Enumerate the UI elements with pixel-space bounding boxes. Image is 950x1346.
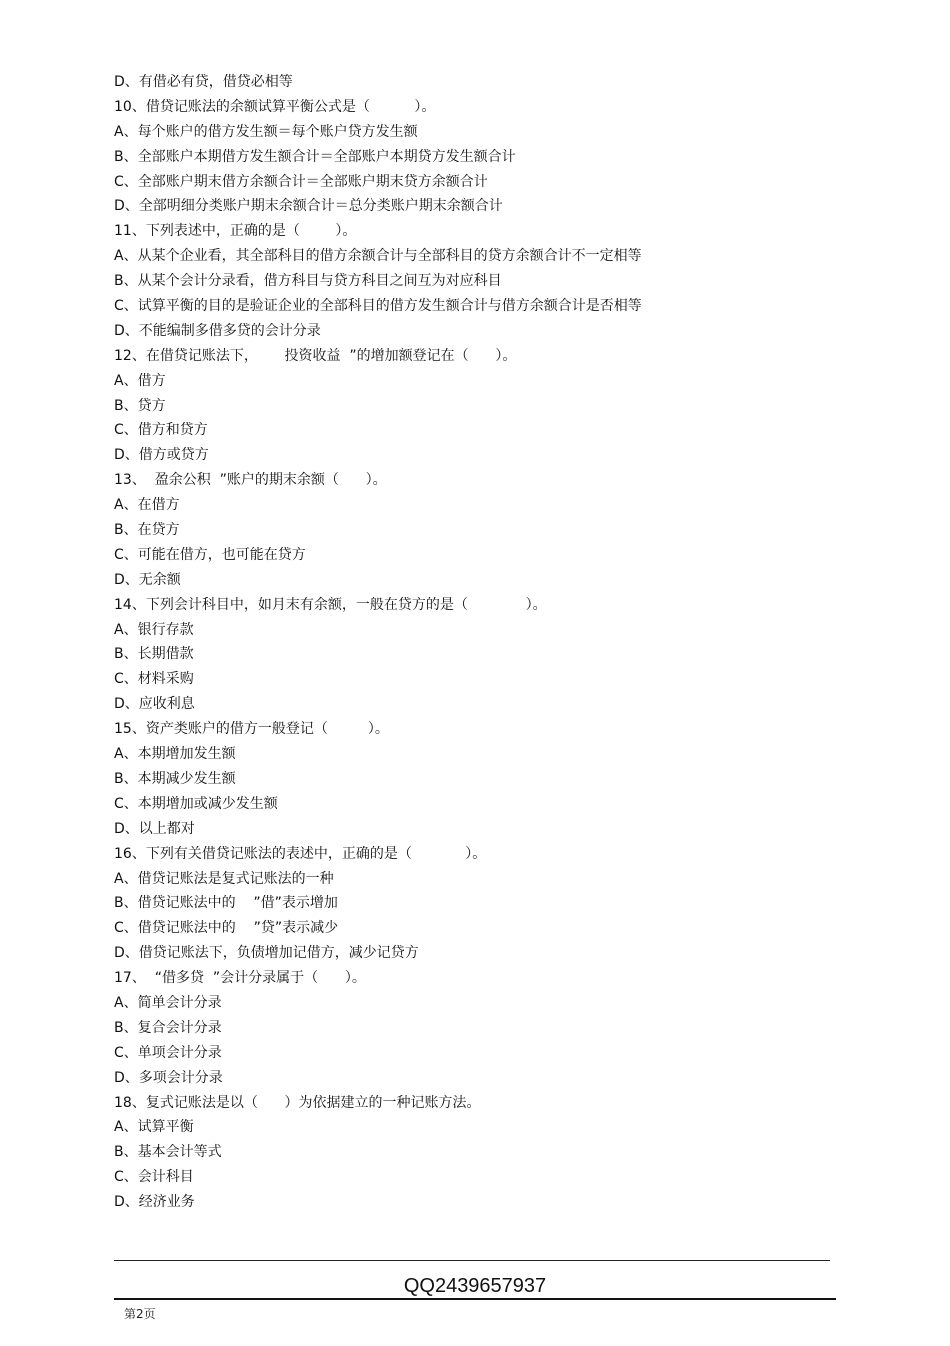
answer-option: A、银行存款: [114, 621, 194, 638]
answer-option: B、全部账户本期借方发生额合计＝全部账户本期贷方发生额合计: [114, 148, 516, 165]
question-stem: 11、下列表述中，正确的是（ ）。: [114, 223, 357, 240]
answer-option: B、从某个会计分录看，借方科目与贷方科目之间互为对应科目: [114, 273, 502, 290]
answer-option: B、借贷记账法中的 ”借”表示增加: [114, 895, 338, 912]
page-number: 第2页: [124, 1307, 156, 1321]
question-stem: 13、 盈余公积 ”账户的期末余额（ ）。: [114, 472, 387, 489]
answer-option: D、借贷记账法下，负债增加记借方，减少记贷方: [114, 945, 419, 962]
answer-option: C、单项会计分录: [114, 1044, 222, 1061]
answer-option: D、多项会计分录: [114, 1069, 223, 1086]
question-stem: 17、 “借多贷 ”会计分录属于（ ）。: [114, 970, 366, 987]
answer-option: A、本期增加发生额: [114, 746, 236, 763]
answer-option: A、从某个企业看，其全部科目的借方余额合计与全部科目的贷方余额合计不一定相等: [114, 248, 642, 265]
answer-option: D、借方或贷方: [114, 447, 209, 464]
answer-option: D、以上都对: [114, 820, 195, 837]
answer-option: A、每个账户的借方发生额＝每个账户贷方发生额: [114, 123, 418, 140]
question-stem: 16、下列有关借贷记账法的表述中，正确的是（ ）。: [114, 845, 487, 862]
answer-option: B、贷方: [114, 397, 166, 414]
answer-option: C、试算平衡的目的是验证企业的全部科目的借方发生额合计与借方余额合计是否相等: [114, 298, 642, 315]
answer-option: B、本期减少发生额: [114, 770, 236, 787]
question-stem: 15、资产类账户的借方一般登记（ ）。: [114, 721, 389, 738]
answer-option: C、会计科目: [114, 1169, 194, 1186]
answer-option: D、应收利息: [114, 696, 195, 713]
answer-option: A、借贷记账法是复式记账法的一种: [114, 870, 334, 887]
answer-option: A、简单会计分录: [114, 994, 222, 1011]
question-stem: 12、在借贷记账法下， 投资收益 ”的增加额登记在（ ）。: [114, 347, 517, 364]
answer-option: D、经济业务: [114, 1194, 195, 1211]
answer-option: D、无余额: [114, 571, 181, 588]
answer-option: A、在借方: [114, 497, 180, 514]
answer-option: C、全部账户期末借方余额合计＝全部账户期末贷方余额合计: [114, 173, 488, 190]
answer-option: C、借方和贷方: [114, 422, 208, 439]
answer-option: D、有借必有贷，借贷必相等: [114, 74, 293, 90]
footer-divider-bottom: [114, 1298, 836, 1300]
answer-option: C、借贷记账法中的 ”贷”表示减少: [114, 920, 339, 937]
question-stem: 10、借贷记账法的余额试算平衡公式是（ ）。: [114, 98, 436, 115]
answer-option: B、基本会计等式: [114, 1144, 222, 1161]
question-stem: 18、复式记账法是以（ ）为依据建立的一种记账方法。: [114, 1094, 481, 1111]
answer-option: B、在贷方: [114, 522, 180, 539]
answer-option: B、复合会计分录: [114, 1019, 222, 1036]
question-stem: 14、下列会计科目中，如月末有余额，一般在贷方的是（ ）。: [114, 596, 547, 613]
question-list: [114, 70, 834, 1215]
answer-option: D、全部明细分类账户期末余额合计＝总分类账户期末余额合计: [114, 198, 503, 215]
answer-option: A、借方: [114, 372, 166, 389]
footer-contact: QQ2439657937: [403, 1275, 547, 1297]
answer-option: D、不能编制多借多贷的会计分录: [114, 322, 321, 339]
answer-option: C、可能在借方，也可能在贷方: [114, 546, 306, 563]
answer-option: C、材料采购: [114, 671, 194, 688]
answer-option: B、长期借款: [114, 646, 194, 663]
footer-divider-top: [114, 1260, 830, 1261]
answer-option: A、试算平衡: [114, 1119, 194, 1136]
answer-option: C、本期增加或减少发生额: [114, 795, 278, 812]
